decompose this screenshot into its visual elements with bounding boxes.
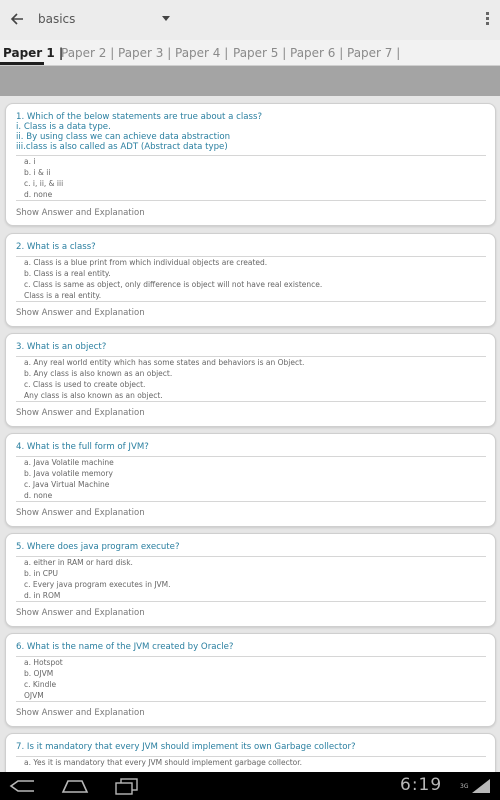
dropdown-arrow-icon[interactable] bbox=[162, 16, 170, 21]
question-card bbox=[5, 733, 496, 772]
option[interactable]: d. none bbox=[24, 190, 53, 199]
back-nav-icon[interactable] bbox=[8, 778, 38, 794]
options-list bbox=[16, 456, 486, 502]
options-list bbox=[16, 155, 486, 201]
option[interactable]: c. i, ii, & iii bbox=[24, 179, 64, 188]
tab-paper-1[interactable]: Paper 1 | bbox=[3, 46, 64, 60]
home-nav-icon[interactable] bbox=[60, 777, 90, 795]
question-card bbox=[5, 333, 496, 427]
option[interactable]: b. Class is a real entity. bbox=[24, 269, 111, 278]
option[interactable]: a. i bbox=[24, 157, 36, 166]
show-answer-button[interactable]: Show Answer and Explanation bbox=[16, 608, 145, 618]
question-card bbox=[5, 103, 496, 226]
option[interactable]: c. Every java program executes in JVM. bbox=[24, 580, 171, 589]
options-list bbox=[16, 256, 486, 302]
tab-paper-4[interactable]: Paper 4 | bbox=[175, 46, 229, 60]
tab-paper-7[interactable]: Paper 7 | bbox=[347, 46, 401, 60]
options-list bbox=[16, 556, 486, 602]
options-list bbox=[16, 656, 486, 702]
show-answer-button[interactable]: Show Answer and Explanation bbox=[16, 208, 145, 218]
options-list bbox=[16, 756, 486, 768]
action-bar bbox=[0, 0, 500, 41]
option[interactable]: d. in ROM bbox=[24, 591, 61, 600]
question-card bbox=[5, 633, 496, 727]
question-line: iii.class is also called as ADT (Abstract data type) bbox=[16, 142, 228, 152]
header-strip bbox=[0, 66, 500, 96]
back-arrow-icon[interactable] bbox=[8, 9, 28, 29]
question-text: 2. What is a class? bbox=[16, 242, 96, 252]
question-text: 4. What is the full form of JVM? bbox=[16, 442, 149, 452]
option[interactable]: d. none bbox=[24, 491, 53, 500]
option[interactable]: a. Class is a blue print from which individual objects are created. bbox=[24, 258, 268, 267]
option[interactable]: c. Class is used to create object. bbox=[24, 380, 146, 389]
tab-paper-3[interactable]: Paper 3 | bbox=[118, 46, 172, 60]
question-text: 7. Is it mandatory that every JVM should implement its own Garbage collector? bbox=[16, 742, 356, 752]
status-clock: 6:19 bbox=[400, 775, 443, 795]
option[interactable]: a. either in RAM or hard disk. bbox=[24, 558, 133, 567]
question-line: 1. Which of the below statements are true about a class? bbox=[16, 112, 263, 122]
option[interactable]: c. Class is same as object, only difference is object will not have real existence. bbox=[24, 280, 323, 289]
question-text: 5. Where does java program execute? bbox=[16, 542, 180, 552]
paper-tabs bbox=[0, 40, 500, 66]
tab-paper-2[interactable]: Paper 2 | bbox=[61, 46, 115, 60]
option[interactable]: c. Kindle bbox=[24, 680, 57, 689]
option[interactable]: b. in CPU bbox=[24, 569, 58, 578]
overflow-menu-icon[interactable] bbox=[486, 12, 490, 28]
show-answer-button[interactable]: Show Answer and Explanation bbox=[16, 708, 145, 718]
option[interactable]: a. Hotspot bbox=[24, 658, 63, 667]
question-text: 3. What is an object? bbox=[16, 342, 107, 352]
options-list bbox=[16, 356, 486, 402]
tab-paper-6[interactable]: Paper 6 | bbox=[290, 46, 344, 60]
network-type: 3G bbox=[460, 783, 469, 790]
question-card bbox=[5, 533, 496, 627]
question-card bbox=[5, 233, 496, 327]
question-card bbox=[5, 433, 496, 527]
option[interactable]: a. Any real world entity which has some states and behaviors is an Object. bbox=[24, 358, 305, 367]
option[interactable]: b. Any class is also known as an object. bbox=[24, 369, 173, 378]
tab-paper-5[interactable]: Paper 5 | bbox=[233, 46, 287, 60]
question-line: i. Class is a data type. bbox=[16, 122, 111, 132]
system-nav-bar bbox=[0, 772, 500, 800]
show-answer-button[interactable]: Show Answer and Explanation bbox=[16, 308, 145, 318]
signal-strength-icon bbox=[470, 777, 494, 795]
show-answer-button[interactable]: Show Answer and Explanation bbox=[16, 508, 145, 518]
option[interactable]: Any class is also known as an object. bbox=[24, 391, 163, 400]
show-answer-button[interactable]: Show Answer and Explanation bbox=[16, 408, 145, 418]
option[interactable]: b. OJVM bbox=[24, 669, 54, 678]
option[interactable]: a. Yes it is mandatory that every JVM should implement garbage collector. bbox=[24, 758, 303, 767]
option[interactable]: b. i & ii bbox=[24, 168, 51, 177]
option[interactable]: Class is a real entity. bbox=[24, 291, 102, 300]
recent-apps-icon[interactable] bbox=[112, 777, 142, 795]
question-line: ii. By using class we can achieve data abstraction bbox=[16, 132, 231, 142]
option[interactable]: a. Java Volatile machine bbox=[24, 458, 114, 467]
question-list[interactable] bbox=[0, 96, 500, 772]
option[interactable]: b. Java volatile memory bbox=[24, 469, 113, 478]
question-text bbox=[16, 112, 486, 152]
question-text: 6. What is the name of the JVM created by Oracle? bbox=[16, 642, 234, 652]
option[interactable]: c. Java Virtual Machine bbox=[24, 480, 110, 489]
option[interactable]: OJVM bbox=[24, 691, 44, 700]
category-title[interactable]: basics bbox=[38, 12, 76, 26]
